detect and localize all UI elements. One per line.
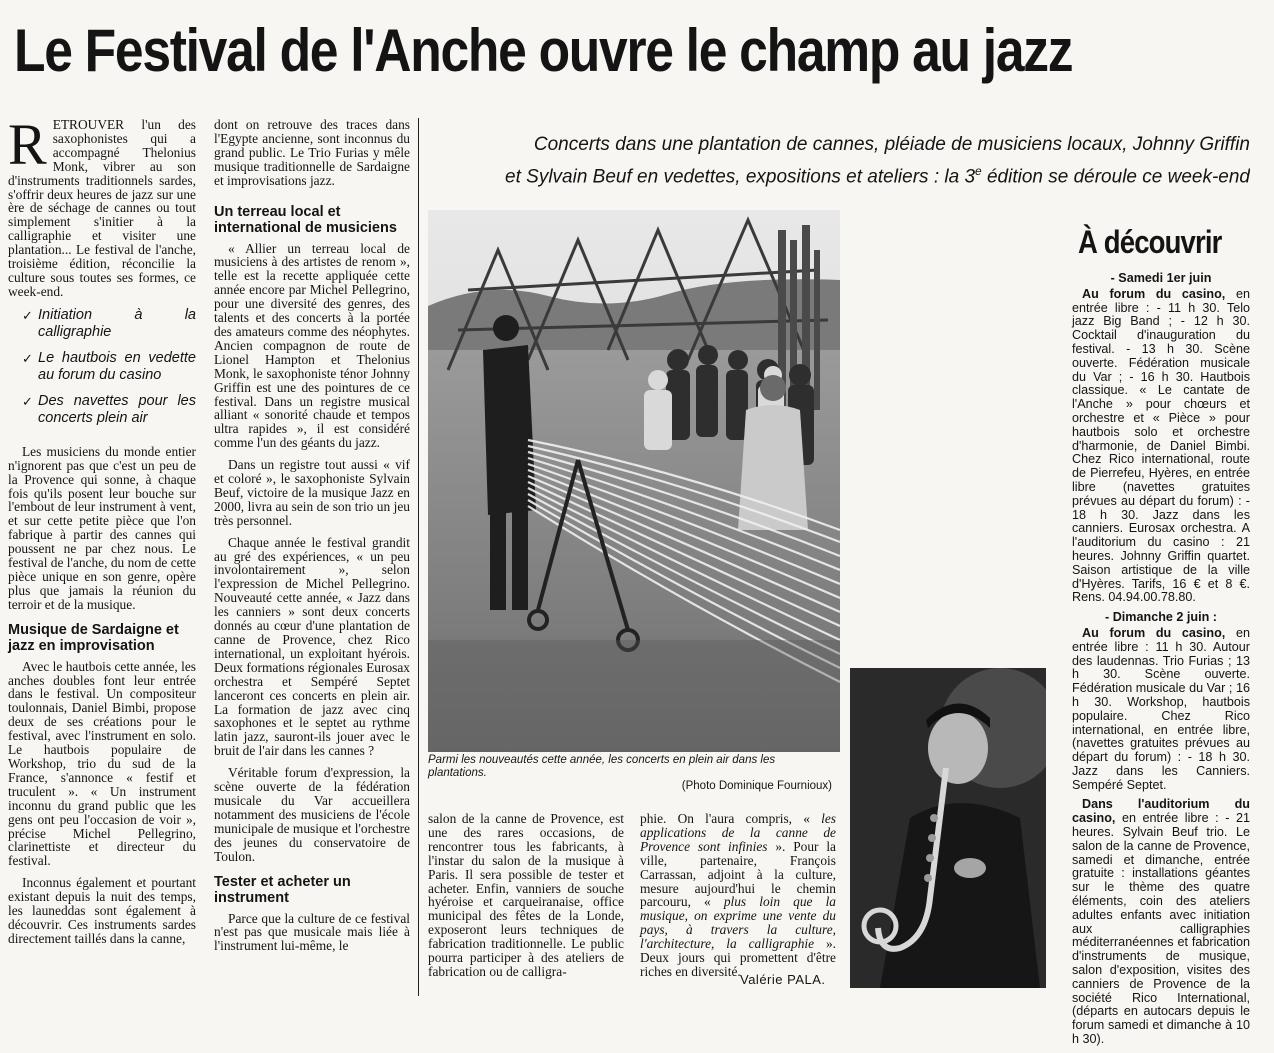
sidebar-title: À découvrir — [1078, 224, 1222, 260]
body-paragraph: Parce que la culture de ce festival n'est pas que musicale mais liée à l'instrument lui-même, le — [214, 910, 410, 954]
agenda-entry: Au forum du casino, en entrée libre : 11 h 30. Autour des laudennas. Trio Furias ; 13 h 30. Scène ouverte. Fédération musicale du Var ; 16 h 30. Workshop, hautbois populaire. Chez Rico international, en entrée libre, (navettes gratuites prévues au départ du forum) : - 18 h 30. Jazz dans les Canniers. Sempéré Septet. — [1072, 625, 1250, 792]
agenda-sidebar — [1072, 222, 1250, 1053]
author-signature: Valérie PALA. — [740, 972, 826, 987]
body-paragraph: dont on retrouve des traces dans l'Egypte ancienne, sont inconnus du grand public. Le Trio Furias y mêle musique traditionnelle de Sardaigne et improvisations jazz. — [214, 117, 410, 188]
photo-caption — [428, 754, 832, 793]
section-heading: Musique de Sardaigne et jazz en improvisation — [8, 621, 179, 654]
article-column-1 — [8, 112, 196, 954]
deck-line: Concerts dans une plantation de cannes, pléiade de musiciens locaux, Johnny Griffin — [533, 134, 1250, 155]
body-paragraph: Avec le hautbois cette année, les anches doubles font leur entrée dans le festival. Un compositeur toulonnais, Daniel Bimbi, propose deux de ses créations pour le festival, avec l'instrument en solo. Le hautbois populaire de Workshop, trio du sud de la France, s'annonce « festif et truculent ». « Un instrument inconnu du grand public que les gens ont peu l'occasion de voir », précise Michel Pellegrino, clarinettiste et directeur du festival. — [8, 658, 196, 869]
highlight-item: ✓ Initiation à la calligraphie — [22, 307, 196, 341]
agenda-entry: Au forum du casino, en entrée libre : - 11 h 30. Telo jazz Big Band ; - 12 h 30. Cocktail d'inauguration du festival. - 13 h 30. Scène ouverte. Fédération musicale du Var ; - 16 h 30. Hautbois classique. « Le cantate de l'Anche » pour chœurs et orchestre et « Pièce » pour hautbois solo et orchestre d'harmonie, de Daniel Bimbi. Chez Rico international, route de Pierrefeu, Hyères, en entrée libre (navettes gratuites prévues au départ du forum) : - 18 h 30. Jazz dans les canniers. Eurosax orchestra. A l'auditorium du casino : 21 heures. Johnny Griffin quartet. Saison artistique de la ville d'Hyères. Tarifs, 16 € et 8 €. Rens. 04.94.00.78.80. — [1072, 286, 1250, 605]
photo-illustration — [428, 210, 840, 752]
highlight-item: ✓ Des navettes pour les concerts plein air — [22, 393, 196, 427]
agenda-entry: Dans l'auditorium du casino, en entrée libre : - 21 heures. Sylvain Beuf trio. Le salon de la canne de Provence, samedi et dimanche, entrée gratuite : installations géantes sur le thème des quatre éléments, coin des ateliers adultes enfants avec initiation aux calligraphies méditerranéennes et fabrication d'instruments de musique, salon d'exposition, visites des canniers de Provence de la société Rico International, (départs en autocars depuis le forum samedi et dimanche à 10 h 30). — [1072, 797, 1250, 1047]
body-paragraph: Chaque année le festival grandit au gré des expériences, « un peu involontairement », selon l'expression de Michel Pellegrino. Nouveauté cette année, « Jazz dans les canniers » sont deux concerts donnés au cœur d'une plantation de canne de Provence, chez Rico international, un exploitant hyérois. Deux formations régionales Eurosax orchestra et Sempéré Septet lanceront ces concerts en plein air. La formation de jazz avec cinq saxophones et le septet au rythme latin jazz, sauront-ils jouer avec le bruit de l'air dans les cannes ? — [214, 534, 410, 759]
caption-text: Parmi les nouveautés cette année, les concerts en plein air dans les plantations. — [428, 754, 776, 779]
body-paragraph: Inconnus également et pourtant existant depuis la nuit des temps, les launeddas sont également à découvrir. Ces instruments sardes directement taillés dans la canne, — [8, 875, 196, 946]
highlight-item: ✓ Le hautbois en vedette au forum du casino — [22, 350, 196, 384]
column-rule — [418, 118, 419, 996]
agenda-day: - Samedi 1er juin — [1110, 271, 1212, 285]
body-paragraph: Véritable forum d'expression, la scène ouverte de la fédération musicale du Var accueillera notamment des musiciens de l'école municipale de musique et l'orchestre des jeunes du conservatoire de Toulon. — [214, 765, 410, 864]
saxophonist-photo — [850, 668, 1046, 988]
article-column-4 — [640, 812, 836, 987]
photo-illustration — [850, 668, 1046, 988]
article-column-2 — [214, 118, 410, 961]
agenda-day: - Dimanche 2 juin : — [1105, 610, 1217, 625]
body-paragraph: salon de la canne de Provence, est une des rares occasions, de rencontrer tous les fabricants, à l'instar du salon de la musique à Paris. Il sera possible de tester et acheter. Enfin, vanniers de souche hyéroise et carqueiranaise, office municipal des fêtes de la Londe, exposeront leurs techniques de fabrication traditionnelle. Le public pourra participer à des ateliers de fabrication ou de calligra- — [428, 811, 624, 979]
body-paragraph: Dans un registre tout aussi « vif et coloré », le saxophoniste Sylvain Beuf, victoire de la musique Jazz en 2000, livra au sein de son trio un jeu très personnel. — [214, 457, 410, 528]
photo-credit: (Photo Dominique Fournioux) — [681, 780, 832, 792]
highlights-list — [8, 307, 196, 427]
festival-photo — [428, 210, 840, 752]
article-column-3 — [428, 812, 624, 987]
body-paragraph: Les musiciens du monde entier n'ignorent pas que c'est un peu de la Provence qui sonne, à chaque fois qu'ils posent leur bouche sur l'embout de leur instrument à vent, et sur cette petite pièce que l'on fabrique à partir des cannes qui poussent ne par chez nous. Le festival de l'anche, du nom de cette pièce unique en son genre, opère plus que jamais la réunion du terroir et de la musique. — [8, 443, 196, 612]
lead-paragraph: RETROUVER l'un des saxophonistes qui a accompagné Thelonius Monk, vibrer au son d'instruments traditionnels sardes, s'offrir deux heures de jazz sur une ère de séchage de cannes ou tout simplement s'initier à la calligraphie et visiter une plantation... Le festival de l'anche, troisième édition, réconcilie la culture sous toutes ses formes, ce week-end. — [8, 112, 196, 299]
article-deck — [432, 132, 1250, 190]
drop-cap: R — [8, 112, 47, 177]
section-heading: Tester et acheter un instrument — [214, 873, 351, 906]
section-heading: Un terreau local et international de musiciens — [214, 203, 397, 236]
headline: Le Festival de l'Anche ouvre le champ au jazz — [14, 17, 1073, 84]
deck-line: et Sylvain Beuf en vedettes, expositions et ateliers : la 3e édition se déroule ce week-end — [505, 164, 1250, 188]
body-paragraph: « Allier un terreau local de musiciens à des artistes de renom », telle est la recette appliquée cette année encore par Michel Pellegrino, pour une diversité des genres, des talents et des concerts à la portée des amateurs comme des néophytes. Ancien compagnon de route de Lionel Hampton et Thelonius Monk, le saxophoniste ténor Johnny Griffin est une des pointures de ce festival. Dans un registre musical alliant « sonorité chaude et tempos ultra rapides », il est considéré comme l'un des géants du jazz. — [214, 240, 410, 451]
body-paragraph: phie. On l'aura compris, « les applications de la canne de Provence sont infinies ». Pour la ville, partenaire, François Carrassan, adjoint à la culture, mesure aujourd'hui le chemin parcouru, « plus loin que la musique, on exprime une vente du pays, à travers la culture, l'architecture, la calligraphie ». Deux jours qui promettent d'être riches en diversité. — [640, 811, 837, 979]
